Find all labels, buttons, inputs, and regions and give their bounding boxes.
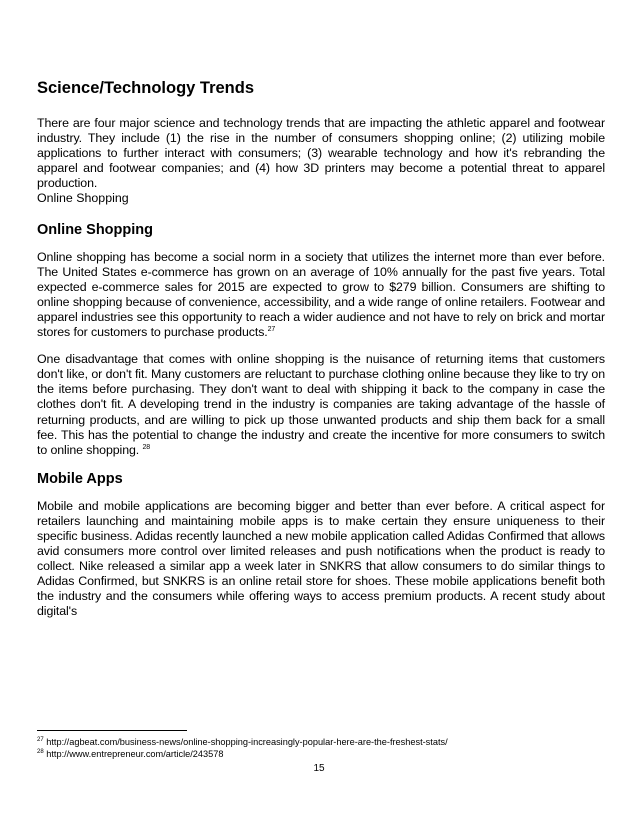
- paragraph-text: One disadvantage that comes with online shopping is the nuisance of returning items that customers don't like, or don't fit. Many customers are reluctant to purchase clothing online because they like to try on the items before purchasing. They don't want to deal with shipping it back to the company in case the clothes don't fit. A developing trend in the industry is companies are taking advantage of the hassle of returning products, and are willing to pick up those unwanted products and ship them back for a small fee. This has the potential to change the industry and create the incentive for more consumers to switch to online shopping.: [37, 352, 605, 457]
- mobile-apps-paragraph-1: Mobile and mobile applications are becoming bigger and better than ever before. A critical aspect for retailers launching and maintaining mobile apps is to make certain they ensure uniqueness to their specific business. Adidas recently launched a new mobile application called Adidas Confirmed that allows avid consumers more control over limited releases and push notifications when the product is ready to collect. Nike released a similar app a week later in SNKRS that allow consumers to do similar things to Adidas Confirmed, but SNKRS is an online retail store for shoes. These mobile applications benefit both the industry and the consumers while offering ways to access premium products. A recent study about digital's: [37, 498, 605, 619]
- intro-trailer: Online Shopping: [37, 191, 129, 206]
- paragraph-text: Online shopping has become a social norm in a society that utilizes the internet more than ever before. The United States e-commerce has grown on an average of 10% annually for the past five years. Total expected e-commerce sales for 2015 are expected to grow to $279 billion. Consumers are shifting to online shopping because of convenience, accessibility, and a wide range of online retailers. Footwear and apparel industries see this opportunity to reach a wider audience and not have to rely on brick and mortar stores for customers to purchase products.: [37, 249, 605, 340]
- footnote-27: [37, 737, 605, 749]
- section-heading-online-shopping: Online Shopping: [37, 221, 153, 238]
- online-shopping-paragraph-2: [37, 352, 605, 458]
- footnote-number: 27: [37, 736, 44, 743]
- footnote-28: [37, 749, 605, 761]
- footnote-link[interactable]: http://agbeat.com/business-news/online-shopping-increasingly-popular-here-are-the-freshest-stats/: [46, 737, 448, 747]
- page-number: 15: [313, 763, 325, 774]
- footnote-ref-28: 28: [142, 443, 151, 451]
- footnotes: [37, 737, 605, 760]
- intro-paragraph: There are four major science and technology trends that are impacting the athletic apparel and footwear industry. They include (1) the rise in the number of consumers shopping online; (2) utilizing mobile applications to further interact with consumers; (3) wearable technology and how it's rebranding the apparel and footwear companies; and (4) how 3D printers may become a potential threat to apparel production.: [37, 116, 605, 191]
- section-heading-mobile-apps: Mobile Apps: [37, 470, 123, 487]
- page-title: Science/Technology Trends: [37, 79, 255, 97]
- footnote-ref-27: 27: [267, 325, 276, 333]
- online-shopping-paragraph-1: [37, 250, 605, 341]
- footnote-divider: [37, 730, 187, 731]
- page-content: [37, 78, 605, 632]
- footnote-number: 28: [37, 748, 44, 755]
- footnote-link[interactable]: http://www.entrepreneur.com/article/243578: [46, 748, 224, 759]
